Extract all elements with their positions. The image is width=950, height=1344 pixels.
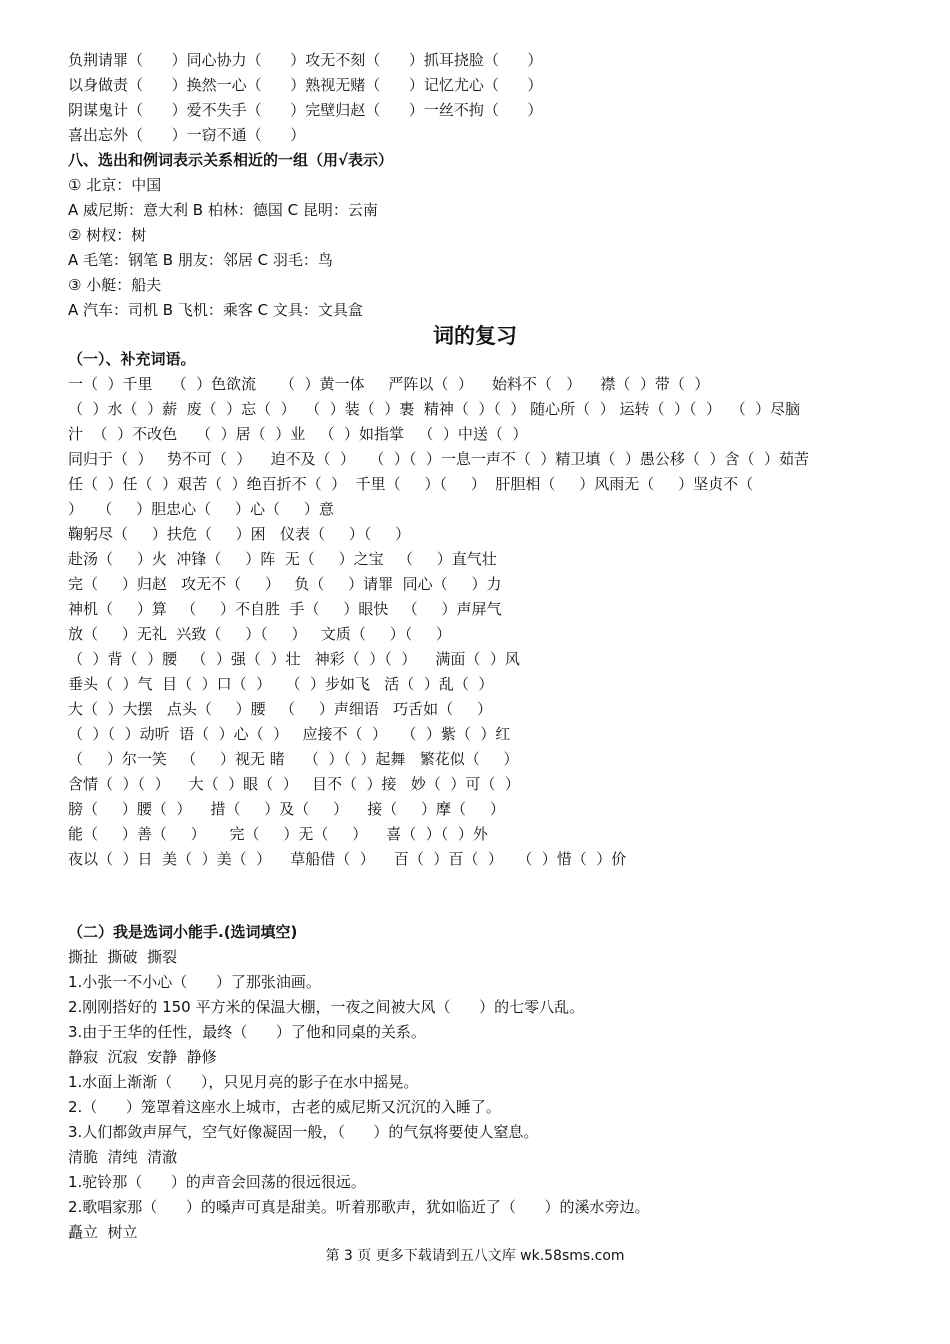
relation-item-1: ① 北京：中国 xyxy=(68,176,162,194)
fill-line: （ ）水（ ）薪 废（ ）忘（ ） （ ）装（ ）裹 精神（ ）（ ） 随心所（ ） 运转（ ）（ ） （ ）尽脑 xyxy=(68,400,801,418)
sentence: 1.驼铃那（ ）的声音会回荡的很远很远。 xyxy=(68,1173,366,1191)
idioms-line-3: 阴谋鬼计（ ）爱不失手（ ）完壁归赵（ ）一丝不拘（ ） xyxy=(68,101,543,119)
word-choices: 撕扯 撕破 撕裂 xyxy=(68,948,178,966)
part1-heading: （一）、补充词语。 xyxy=(68,350,196,368)
relation-options-1: A 威尼斯：意大利 B 柏林：德国 C 昆明：云南 xyxy=(68,201,378,219)
fill-line: 神机（ ）算 （ ）不自胜 手（ ）眼快 （ ）声屏气 xyxy=(68,600,502,618)
section8-heading: 八、选出和例词表示关系相近的一组（用√表示） xyxy=(68,151,394,169)
relation-item-3: ③ 小艇：船夫 xyxy=(68,276,162,294)
fill-line: 鞠躬尽（ ）扶危（ ）困 仪表（ ）（ ） xyxy=(68,525,411,543)
sentence: 2.（ ）笼罩着这座水上城市，古老的威尼斯又沉沉的入睡了。 xyxy=(68,1098,501,1116)
fill-line: ） （ ）胆忠心（ ）心（ ）意 xyxy=(68,500,334,518)
fill-line: 汁 （ ）不改色 （ ）居（ ）业 （ ）如指掌 （ ）中送（ ） xyxy=(68,425,528,443)
fill-line: 放（ ）无礼 兴致（ ）（ ） 文质（ ）（ ） xyxy=(68,625,452,643)
idioms-line-4: 喜出忘外（ ）一窃不通（ ） xyxy=(68,126,306,144)
fill-line: 大（ ）大摆 点头（ ）腰 （ ）声细语 巧舌如（ ） xyxy=(68,700,492,718)
fill-line: 完（ ）归赵 攻无不（ ） 负（ ）请罪 同心（ ）力 xyxy=(68,575,502,593)
page-title: 词的复习 xyxy=(433,324,517,348)
word-choices: 静寂 沉寂 安静 静修 xyxy=(68,1048,217,1066)
fill-line: （ ）（ ）动听 语（ ）心（ ） 应接不（ ） （ ）紫（ ）红 xyxy=(68,725,511,743)
fill-line: 夜以（ ）日 美（ ）美（ ） 草船借（ ） 百（ ）百（ ） （ ）惜（ ）价 xyxy=(68,850,627,868)
sentence: 1.水面上渐渐（ ），只见月亮的影子在水中摇晃。 xyxy=(68,1073,419,1091)
fill-line: 一（ ）千里 （ ）色欲流 （ ）黄一体 严阵以（ ） 始料不（ ） 襟（ ）带（ ） xyxy=(68,375,710,393)
fill-line: 能（ ）善（ ） 完（ ）无（ ） 喜（ ）（ ）外 xyxy=(68,825,488,843)
sentence: 3.由于王华的任性，最终（ ）了他和同桌的关系。 xyxy=(68,1023,426,1041)
fill-line: 任（ ）任（ ）艰苦（ ）绝百折不（ ） 千里（ ）（ ） 肝胆相（ ）风雨无（ ）坚贞不（ xyxy=(68,475,754,493)
fill-line: 含情（ ）（ ） 大（ ）眼（ ） 目不（ ）接 妙（ ）可（ ） xyxy=(68,775,520,793)
idioms-line-2: 以身做责（ ）换然一心（ ）熟视无赌（ ）记忆尤心（ ） xyxy=(68,76,543,94)
sentence: 1.小张一不小心（ ）了那张油画。 xyxy=(68,973,321,991)
fill-line: 同归于（ ） 势不可（ ） 迫不及（ ） （ ）（ ）一息一声不（ ）精卫填（ ）愚公移（ ）含（ ）茹苦 xyxy=(68,450,810,468)
word-choices: 矗立 树立 xyxy=(68,1223,138,1241)
relation-options-2: A 毛笔：钢笔 B 朋友：邻居 C 羽毛：鸟 xyxy=(68,251,333,269)
idioms-line-1: 负荆请罪（ ）同心协力（ ）攻无不刻（ ）抓耳挠脸（ ） xyxy=(68,51,543,69)
fill-line: （ ）尔一笑 （ ）视无 睹 （ ）（ ）起舞 繁花似（ ） xyxy=(68,750,519,768)
page-footer: 第 3 页 更多下载请到五八文库 wk.58sms.com xyxy=(325,1248,625,1264)
fill-line: 垂头（ ）气 目（ ）口（ ） （ ）步如飞 活（ ）乱（ ） xyxy=(68,675,494,693)
sentence: 2.刚刚搭好的 150 平方米的保温大棚，一夜之间被大风（ ）的七零八乱。 xyxy=(68,998,585,1016)
sentence: 3.人们都敛声屏气，空气好像凝固一般，（ ）的气氛将要使人窒息。 xyxy=(68,1123,539,1141)
part2-heading: （二）我是选词小能手.(选词填空) xyxy=(68,923,298,941)
relation-options-3: A 汽车：司机 B 飞机：乘客 C 文具：文具盒 xyxy=(68,301,363,319)
relation-item-2: ② 树杈：树 xyxy=(68,226,147,244)
word-choices: 清脆 清纯 清澈 xyxy=(68,1148,178,1166)
fill-line: 赴汤（ ）火 冲锋（ ）阵 无（ ）之宝 （ ）直气壮 xyxy=(68,550,497,568)
fill-line: 膀（ ）腰（ ） 措（ ）及（ ） 接（ ）摩（ ） xyxy=(68,800,505,818)
fill-line: （ ）背（ ）腰 （ ）强（ ）壮 神彩（ ）（ ） 满面（ ）风 xyxy=(68,650,520,668)
sentence: 2.歌唱家那（ ）的嗓声可真是甜美。听着那歌声，犹如临近了（ ）的溪水旁边。 xyxy=(68,1198,650,1216)
